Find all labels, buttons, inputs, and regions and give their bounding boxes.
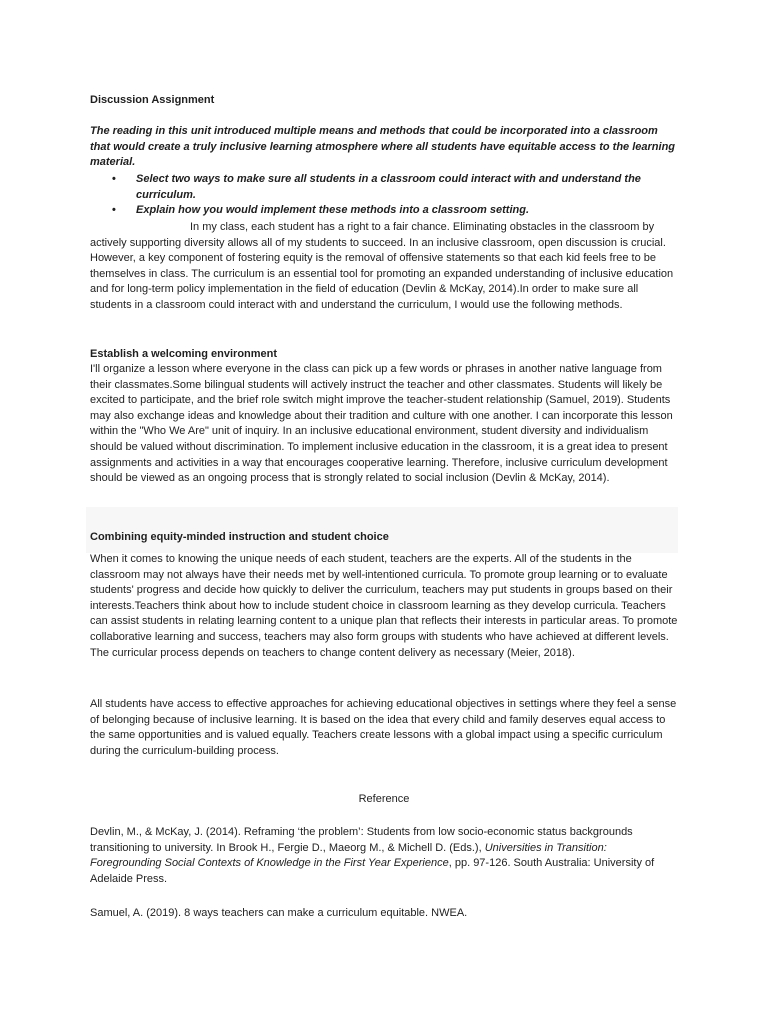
reference-text: , pp. 97-126. South Australia: University of Adelaide Press.: [90, 857, 655, 885]
assignment-prompt: The reading in this unit introduced multiple means and methods that could be incorporated into a classroom that would create a truly inclusive learning atmosphere where all students have equitable access to the learning material.: [90, 125, 676, 169]
reference-heading: Reference: [358, 793, 410, 805]
section-body-equity: When it comes to knowing the unique needs of each student, teachers are the experts. All of the students in the classroom may not always have their needs met by well-intentioned curricula. To promote group learning or to evaluate students' progress and decide how quickly to deliver the curriculum, teachers may put students in groups based on their interests.Teachers think about how to include student choice in classroom learning as they develop curricula. Teachers can assist students in relating learning content to a unique plan that reflects their interests in particular areas. To promote collaborative learning and success, teachers may also form groups with students who have achieved at different levels. The curricular process depends on teachers to change content delivery as necessary (Meier, 2018).: [90, 553, 678, 659]
document-title: Discussion Assignment: [90, 94, 215, 106]
reference-text: Devlin, M., & McKay, J. (2014). Reframing ‘the problem’: Students from low socio-economic status backgrounds transitioning to university. In Brook H., Fergie D., Maeorg M., & Michell D. (Eds.),: [90, 826, 633, 854]
bullet-item: • Select two ways to make sure all students in a classroom could interact with and understand the curriculum.: [90, 172, 680, 203]
section-body-welcoming: I'll organize a lesson where everyone in the class can pick up a few words or phrases in another native language from their classmates.Some bilingual students will actively instruct the teacher and other classmates. Students will likely be excited to participate, and the brief role switch might improve the teacher-student relationship (Samuel, 2019). Students may also exchange ideas and knowledge about their tradition and culture with one another. I can incorporate this lesson within the "Who We Are" unit of inquiry. In an inclusive educational environment, student diversity and individualism should be valued without discrimination. To implement inclusive education in the classroom, it is a great idea to present assignments and activities in a way that encourages cooperative learning. Therefore, inclusive curriculum development should be viewed as an ongoing process that is strongly related to social inclusion (Devlin & McKay, 2014).: [90, 363, 673, 485]
reference-entry: [90, 825, 680, 887]
conclusion-paragraph: All students have access to effective approaches for achieving educational objectives in settings where they feel a sense of belonging because of inclusive learning. It is based on the idea that every child and family deserves equal access to the same opportunities and is valued equally. Teachers create lessons with a global impact using a specific curriculum during the curriculum-building process.: [90, 698, 677, 757]
reference-entry: [90, 906, 680, 922]
reference-book-title: Universities in Transition: Foregrounding Social Contexts of Knowledge in the First Year Experience: [90, 841, 607, 870]
prompt-bullets: [90, 172, 680, 219]
bullet-item: • Explain how you would implement these methods into a classroom setting.: [90, 203, 680, 219]
section-heading-equity: Combining equity-minded instruction and student choice: [90, 531, 389, 543]
intro-paragraph: In my class, each student has a right to a fair chance. Eliminating obstacles in the classroom by actively supporting diversity allows all of my students to succeed. In an inclusive classroom, open discussion is crucial. However, a key component of fostering equity is the removal of offensive statements so that each kid feels free to be themselves in class. The curriculum is an essential tool for promoting an expanded understanding of inclusive education and for long-term policy implementation in the field of education (Devlin & McKay, 2014).In order to make sure all students in a classroom could interact with and understand the curriculum, I would use the following methods.: [90, 221, 674, 311]
section-heading-welcoming: Establish a welcoming environment: [90, 348, 278, 360]
reference-text: Samuel, A. (2019). 8 ways teachers can make a curriculum equitable. NWEA.: [90, 907, 468, 919]
